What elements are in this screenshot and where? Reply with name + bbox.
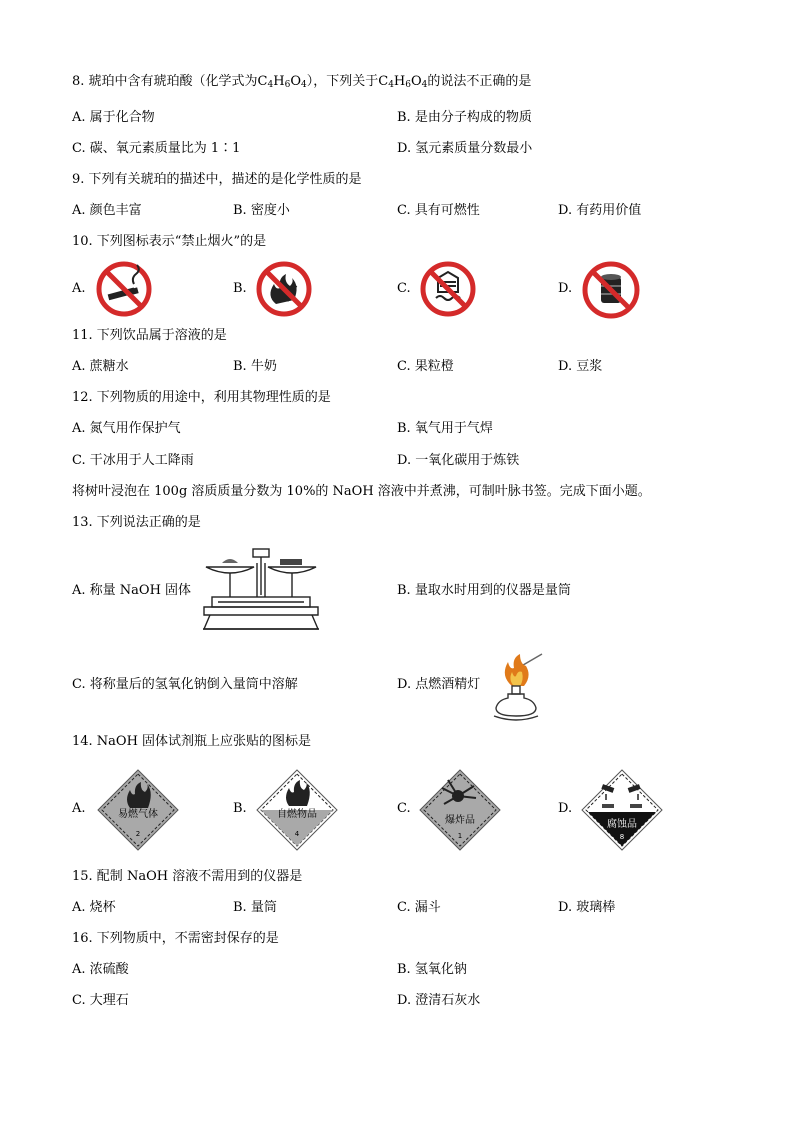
q9-option-a[interactable]: A. 颜色丰富 <box>72 203 142 218</box>
q16-stem: 16. 下列物质中，不需密封保存的是 <box>72 931 279 946</box>
q15-option-c[interactable]: C. 漏斗 <box>397 900 441 915</box>
q15-option-d[interactable]: D. 玻璃棒 <box>558 900 616 915</box>
q14-stem: 14. NaOH 固体试剂瓶上应张贴的图标是 <box>72 734 312 749</box>
sign-d-number: 8 <box>619 833 625 841</box>
q12-option-d[interactable]: D. 一氧化碳用于炼铁 <box>397 453 520 468</box>
sign-b-label: 自燃物品 <box>277 809 317 820</box>
q12-option-c[interactable]: C. 干冰用于人工降雨 <box>72 453 194 468</box>
q15-option-a[interactable]: A. 烧杯 <box>72 900 116 915</box>
q16-option-b[interactable]: B. 氢氧化钠 <box>397 962 467 977</box>
q8-option-d[interactable]: D. 氢元素质量分数最小 <box>397 141 533 156</box>
sign-c-label: 爆炸品 <box>445 815 475 826</box>
spontaneous-combustion-sign[interactable] <box>255 768 339 852</box>
no-open-flame-icon[interactable] <box>254 260 314 318</box>
q16-option-a[interactable]: A. 浓硫酸 <box>72 962 129 977</box>
explosive-sign[interactable] <box>418 768 502 852</box>
q12-option-a[interactable]: A. 氮气用作保护气 <box>72 421 181 436</box>
balance-scale-icon <box>200 545 322 635</box>
q9-stem: 9. 下列有关琥珀的描述中，描述的是化学性质的是 <box>72 172 362 187</box>
sign-a-label: 易燃气体 <box>118 809 158 820</box>
q14-option-a[interactable]: A. <box>72 801 86 816</box>
q8-option-c[interactable]: C. 碳、氧元素质量比为 1∶1 <box>72 141 241 156</box>
q15-stem: 15. 配制 NaOH 溶液不需用到的仪器是 <box>72 869 303 884</box>
q8-stem: 8. 琥珀中含有琥珀酸（化学式为$C_4H_6O_4$），下列关于$C_4H_6O_4$的说法不正确的是 <box>72 74 532 90</box>
no-stacking-icon[interactable] <box>418 260 478 318</box>
q13-stem: 13. 下列说法正确的是 <box>72 515 201 530</box>
sign-b-number: 4 <box>294 830 300 838</box>
q10-stem: 10. 下列图标表示“禁止烟火”的是 <box>72 234 267 249</box>
q15-option-b[interactable]: B. 量筒 <box>233 900 277 915</box>
q11-option-b[interactable]: B. 牛奶 <box>233 359 277 374</box>
q9-option-d[interactable]: D. 有药用价值 <box>558 203 642 218</box>
q9-option-b[interactable]: B. 密度小 <box>233 203 290 218</box>
q13-option-c[interactable]: C. 将称量后的氢氧化钠倒入量筒中溶解 <box>72 677 298 692</box>
q11-option-d[interactable]: D. 豆浆 <box>558 359 603 374</box>
q9-option-c[interactable]: C. 具有可燃性 <box>397 203 480 218</box>
corrosive-sign[interactable] <box>580 768 664 852</box>
sign-d-label: 腐蚀品 <box>607 819 637 830</box>
q14-option-b[interactable]: B. <box>233 801 247 816</box>
q8-option-b[interactable]: B. 是由分子构成的物质 <box>397 110 532 125</box>
alcohol-lamp-icon <box>488 652 544 722</box>
passage-intro: 将树叶浸泡在 100g 溶质质量分数为 10%的 NaOH 溶液中并煮沸，可制叶脉书签。完成下面小题。 <box>72 484 651 499</box>
q12-stem: 12. 下列物质的用途中，利用其物理性质的是 <box>72 390 331 405</box>
sign-c-number: 1 <box>457 832 463 840</box>
q16-option-d[interactable]: D. 澄清石灰水 <box>397 993 481 1008</box>
q10-option-b[interactable]: B. <box>233 281 247 296</box>
q14-option-c[interactable]: C. <box>397 801 411 816</box>
q11-option-c[interactable]: C. 果粒橙 <box>397 359 454 374</box>
flammable-gas-sign[interactable] <box>96 768 180 852</box>
q13-option-a[interactable]: A. 称量 NaOH 固体 <box>72 583 192 598</box>
q10-option-d[interactable]: D. <box>558 281 573 296</box>
no-drum-icon[interactable] <box>580 260 642 320</box>
q14-option-d[interactable]: D. <box>558 801 573 816</box>
q13-option-b[interactable]: B. 量取水时用到的仪器是量筒 <box>397 583 571 598</box>
q8-option-a[interactable]: A. 属于化合物 <box>72 110 155 125</box>
q11-option-a[interactable]: A. 蔗糖水 <box>72 359 129 374</box>
q11-stem: 11. 下列饮品属于溶液的是 <box>72 328 227 343</box>
q10-option-a[interactable]: A. <box>72 281 86 296</box>
q16-option-c[interactable]: C. 大理石 <box>72 993 129 1008</box>
q10-option-c[interactable]: C. <box>397 281 411 296</box>
sign-a-number: 2 <box>135 830 141 838</box>
no-smoking-icon[interactable] <box>94 260 154 318</box>
q13-option-d[interactable]: D. 点燃酒精灯 <box>397 677 481 692</box>
q12-option-b[interactable]: B. 氧气用于气焊 <box>397 421 493 436</box>
